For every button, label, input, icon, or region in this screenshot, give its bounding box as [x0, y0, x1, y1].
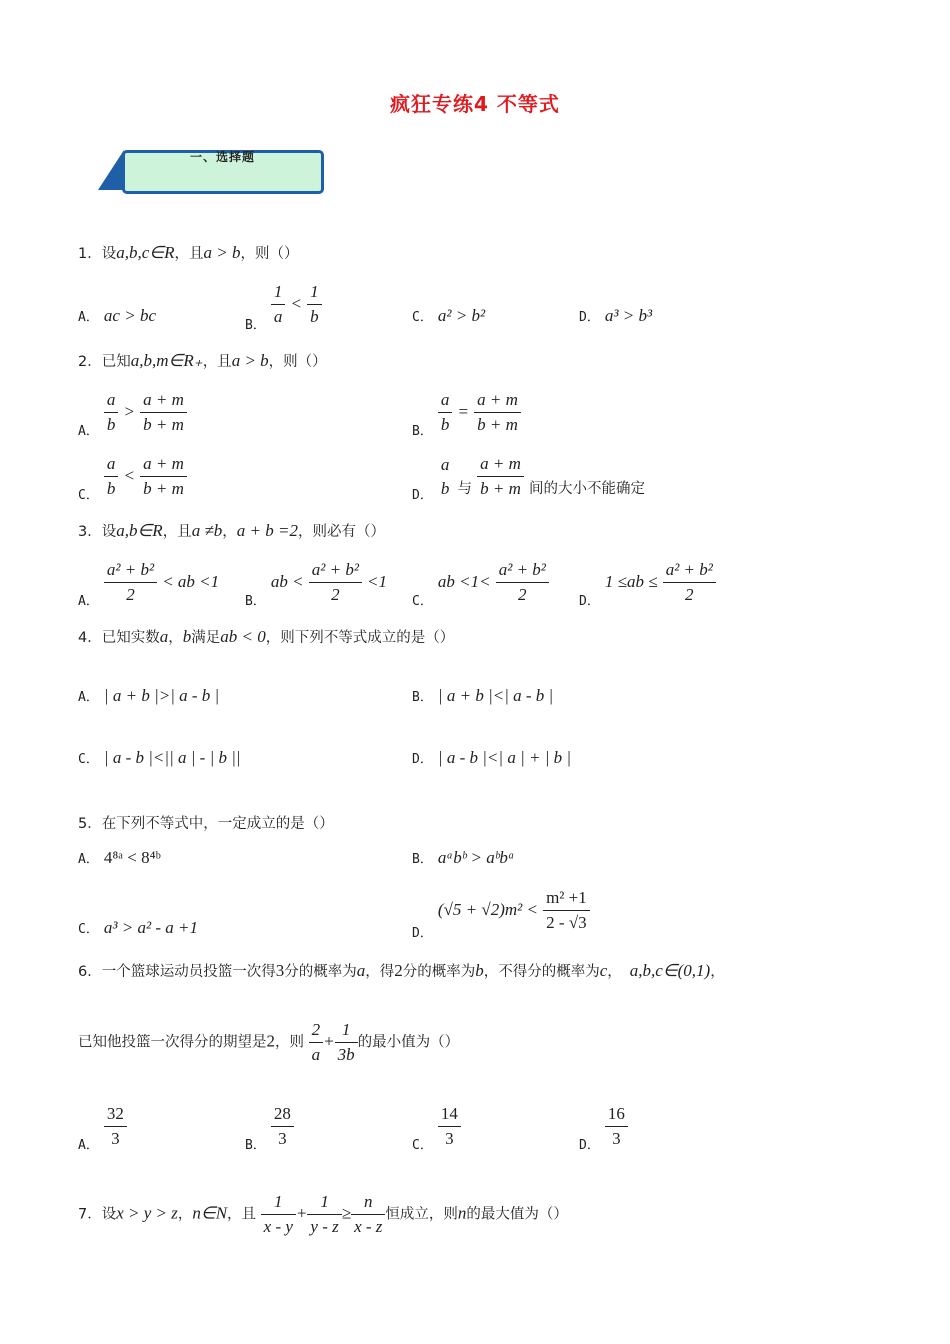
- option-expr: | a + b |<| a - b |: [437, 686, 554, 705]
- q2-option-d[interactable]: [412, 452, 645, 503]
- option-label: C．: [412, 1138, 433, 1153]
- q7-sep: ，: [177, 1206, 193, 1223]
- option-expr: a³ > b³: [604, 306, 653, 325]
- question-6-line1: [78, 960, 725, 981]
- option-head: 1 ≤ab ≤: [604, 572, 658, 591]
- option-label: A．: [78, 310, 99, 325]
- option-label: C．: [78, 922, 99, 937]
- option-tail: 间的大小不能确定: [528, 481, 645, 497]
- numerator: a + m: [140, 452, 187, 477]
- q1-mid: ，且: [174, 246, 204, 262]
- denominator: b + m: [143, 479, 184, 498]
- q2-cond: a > b: [231, 351, 269, 370]
- q3-cond2: a + b =2: [236, 521, 298, 540]
- fraction: [104, 388, 119, 437]
- numerator: 1: [335, 1018, 358, 1043]
- q5-option-a[interactable]: [78, 848, 161, 868]
- option-label: B．: [245, 318, 266, 333]
- denominator: 2: [518, 585, 527, 604]
- q3-option-b[interactable]: [245, 558, 387, 609]
- denominator: b: [440, 415, 450, 434]
- option-head: ab <1<: [437, 572, 491, 591]
- option-label: A．: [78, 594, 99, 609]
- fraction: [271, 280, 286, 329]
- q6-option-b[interactable]: [245, 1102, 294, 1153]
- fraction: [438, 388, 453, 437]
- fraction: [438, 1102, 461, 1151]
- q6-text: ，则: [275, 1034, 304, 1051]
- fraction: [104, 558, 157, 607]
- q6-val: 3: [275, 961, 285, 980]
- q1-end: ，则（）: [240, 246, 299, 262]
- q2-given: a,b,m∈R₊: [130, 351, 203, 370]
- q6-range: a,b,c∈(0,1): [629, 961, 711, 980]
- q6-var: b: [475, 961, 484, 980]
- numerator: n: [351, 1190, 385, 1215]
- q4-number: 4．已知实数: [78, 630, 160, 646]
- q1-option-d[interactable]: [579, 306, 652, 326]
- fraction: [104, 1102, 127, 1151]
- q3-mid2: ，: [222, 524, 237, 540]
- option-label: C．: [78, 752, 99, 767]
- numerator: a: [440, 454, 450, 474]
- q5-option-d[interactable]: [412, 886, 590, 941]
- q3-cond: a ≠b: [191, 521, 223, 540]
- denominator: 3: [612, 1129, 621, 1148]
- operator: +: [323, 1031, 335, 1051]
- fraction: [309, 1018, 324, 1067]
- section-label: 一、选择题: [190, 150, 256, 164]
- numerator: a² + b²: [309, 558, 362, 583]
- q6-text: ，: [710, 964, 725, 980]
- q2-option-b[interactable]: [412, 388, 521, 439]
- option-expr: 4⁸ᵃ < 8⁴ᵇ: [103, 848, 161, 867]
- option-tail: < ab <1: [162, 572, 220, 591]
- numerator: 1: [261, 1190, 296, 1215]
- q1-cond: a > b: [203, 243, 241, 262]
- numerator: 32: [104, 1102, 127, 1127]
- denominator: b: [106, 479, 116, 498]
- fraction: [543, 886, 590, 935]
- fraction: [474, 388, 521, 437]
- question-4: [78, 626, 454, 647]
- question-3: [78, 520, 385, 541]
- q4-option-b[interactable]: [412, 686, 553, 706]
- operator: <: [290, 294, 302, 313]
- option-label: A．: [78, 1138, 99, 1153]
- question-7: [78, 1190, 568, 1239]
- option-expr: | a - b |<|| a | - | b ||: [103, 748, 241, 767]
- option-label: A．: [78, 852, 99, 867]
- option-expr: | a - b |<| a | + | b |: [437, 748, 572, 767]
- denominator: b + m: [143, 415, 184, 434]
- q6-val: 2: [266, 1031, 275, 1051]
- option-label: C．: [412, 594, 433, 609]
- q4-var-a: a: [159, 627, 169, 646]
- option-label: B．: [245, 1138, 266, 1153]
- numerator: a² + b²: [663, 558, 716, 583]
- option-expr: | a + b |>| a - b |: [103, 686, 220, 705]
- q6-var: c: [599, 961, 608, 980]
- denominator: 2: [331, 585, 340, 604]
- q1-option-a[interactable]: [78, 306, 156, 326]
- option-expr: a³ > a² - a +1: [103, 918, 198, 937]
- q7-number: 7．设: [78, 1206, 117, 1223]
- q6-val: 2: [394, 961, 403, 980]
- denominator: y - z: [310, 1217, 339, 1236]
- q6-option-c[interactable]: [412, 1102, 461, 1153]
- q1-option-b[interactable]: [245, 280, 322, 333]
- numerator: a: [104, 388, 119, 413]
- page-title: 疯狂专练4 不等式: [390, 92, 560, 116]
- numerator: a + m: [477, 452, 524, 477]
- q7-mid: ，且: [227, 1206, 257, 1223]
- operator: =: [457, 402, 469, 421]
- numerator: 1: [307, 1190, 341, 1215]
- denominator: 3: [445, 1129, 454, 1148]
- q3-mid: ，且: [162, 524, 192, 540]
- operator: ≥: [341, 1203, 352, 1223]
- option-label: D．: [579, 594, 600, 609]
- numerator: 2: [309, 1018, 324, 1043]
- q6-text: 分的概率为: [402, 964, 476, 980]
- option-label: D．: [579, 1138, 600, 1153]
- option-label: B．: [412, 852, 433, 867]
- fraction: [351, 1190, 385, 1239]
- q4-cond: ab < 0: [220, 627, 266, 646]
- denominator: x - z: [354, 1217, 383, 1236]
- q2-mid: ，且: [202, 354, 232, 370]
- q5-option-c[interactable]: [78, 918, 198, 938]
- option-tail: <1: [367, 572, 387, 591]
- option-label: D．: [412, 926, 433, 941]
- q6-text: ，: [607, 964, 622, 980]
- numerator: 1: [307, 280, 322, 305]
- q7-cond: x > y > z: [116, 1203, 178, 1223]
- option-label: B．: [245, 594, 266, 609]
- banner-tab-shape: [98, 150, 124, 190]
- q1-given: a,b,c∈R: [116, 243, 175, 262]
- numerator: 1: [271, 280, 286, 305]
- q2-number: 2．已知: [78, 354, 131, 370]
- q4-end: ，则下列不等式成立的是（）: [265, 630, 455, 646]
- numerator: 16: [605, 1102, 628, 1127]
- denominator: a: [273, 307, 283, 326]
- q1-number: 1．设: [78, 246, 117, 262]
- numerator: a + m: [140, 388, 187, 413]
- operator: >: [123, 402, 135, 421]
- option-label: A．: [78, 690, 99, 705]
- fraction: [335, 1018, 358, 1067]
- numerator: a² + b²: [104, 558, 157, 583]
- q6-var: a: [356, 961, 366, 980]
- q6-option-d[interactable]: [579, 1102, 628, 1153]
- q3-option-d[interactable]: [579, 558, 716, 609]
- question-5: 5．在下列不等式中，一定成立的是（）: [78, 816, 334, 832]
- denominator: b: [106, 415, 116, 434]
- numerator: 28: [271, 1102, 294, 1127]
- q4-var-b: b: [182, 627, 192, 646]
- fraction: [271, 1102, 294, 1151]
- numerator: m² +1: [543, 886, 590, 911]
- operator: <: [123, 466, 135, 485]
- numerator: a: [438, 388, 453, 413]
- question-6-line2: [78, 1018, 459, 1067]
- fraction: [140, 388, 187, 437]
- q2-option-a[interactable]: [78, 388, 187, 439]
- q4-option-d[interactable]: [412, 748, 571, 768]
- q7-end: 恒成立，则: [385, 1206, 458, 1223]
- option-label: C．: [412, 310, 433, 325]
- q7-var-n: n: [457, 1203, 467, 1223]
- denominator: 3: [278, 1129, 287, 1148]
- fraction: [307, 280, 322, 329]
- section-banner: [98, 148, 324, 194]
- fraction: [140, 452, 187, 501]
- option-label: B．: [412, 424, 433, 439]
- q6-text: 分的概率为: [284, 964, 357, 980]
- q6-text: 的最小值为（）: [357, 1034, 460, 1051]
- q3-end: ，则必有（）: [297, 524, 385, 540]
- option-expr: a² > b²: [437, 306, 486, 325]
- numerator: a: [104, 452, 119, 477]
- denominator: b: [310, 307, 319, 326]
- option-label: D．: [412, 752, 433, 767]
- q2-option-c[interactable]: [78, 452, 187, 503]
- q6-option-a[interactable]: [78, 1102, 127, 1153]
- q5-option-b[interactable]: [412, 848, 515, 868]
- fraction: [663, 558, 716, 607]
- q4-option-a[interactable]: [78, 686, 219, 706]
- denominator: 2: [126, 585, 135, 604]
- option-expr: ac > bc: [103, 306, 156, 325]
- fraction: [496, 558, 549, 607]
- option-label: C．: [78, 488, 99, 503]
- option-label: D．: [579, 310, 600, 325]
- q7-end2: 的最大值为（）: [466, 1206, 568, 1223]
- q4-option-c[interactable]: [78, 748, 241, 768]
- q3-option-a[interactable]: [78, 558, 219, 609]
- q6-text: ，不得分的概率为: [483, 964, 600, 980]
- q6-text: ，得: [365, 964, 395, 980]
- q3-given: a,b∈R: [116, 521, 163, 540]
- q4-sep: ，: [168, 630, 183, 646]
- option-label: B．: [412, 690, 433, 705]
- numerator: a + m: [474, 388, 521, 413]
- numerator: 14: [438, 1102, 461, 1127]
- q4-mid: 满足: [191, 630, 221, 646]
- denominator: b + m: [480, 479, 521, 498]
- q2-end: ，则（）: [268, 354, 327, 370]
- denominator: 2: [685, 585, 694, 604]
- option-label: D．: [412, 488, 433, 503]
- q3-option-c[interactable]: [412, 558, 549, 609]
- operator: +: [295, 1203, 308, 1223]
- fraction: [309, 558, 362, 607]
- q1-option-c[interactable]: [412, 306, 485, 326]
- fraction: [307, 1190, 341, 1239]
- fraction: [605, 1102, 628, 1151]
- q3-number: 3．设: [78, 524, 117, 540]
- denominator: x - y: [263, 1217, 293, 1236]
- question-2: [78, 350, 327, 371]
- option-expr: aᵃbᵇ > aᵇbᵃ: [437, 848, 515, 867]
- denominator: 3b: [337, 1045, 355, 1064]
- option-label: A．: [78, 424, 99, 439]
- denominator: b: [440, 478, 450, 498]
- operator: 与: [457, 481, 473, 497]
- numerator: a² + b²: [496, 558, 549, 583]
- fraction: [438, 453, 453, 501]
- option-head: (√5 + √2)m² <: [437, 900, 538, 919]
- fraction: [104, 452, 119, 501]
- fraction: [477, 452, 524, 501]
- q7-nset: n∈N: [192, 1203, 228, 1223]
- denominator: a: [311, 1045, 321, 1064]
- fraction: [261, 1190, 296, 1239]
- denominator: 2 - √3: [546, 913, 587, 932]
- denominator: b + m: [477, 415, 518, 434]
- q6-text: 已知他投篮一次得分的期望是: [78, 1034, 267, 1051]
- option-head: ab <: [270, 572, 304, 591]
- denominator: 3: [111, 1129, 120, 1148]
- q6-text: 6．一个篮球运动员投篮一次得: [78, 964, 276, 980]
- question-1: [78, 242, 298, 263]
